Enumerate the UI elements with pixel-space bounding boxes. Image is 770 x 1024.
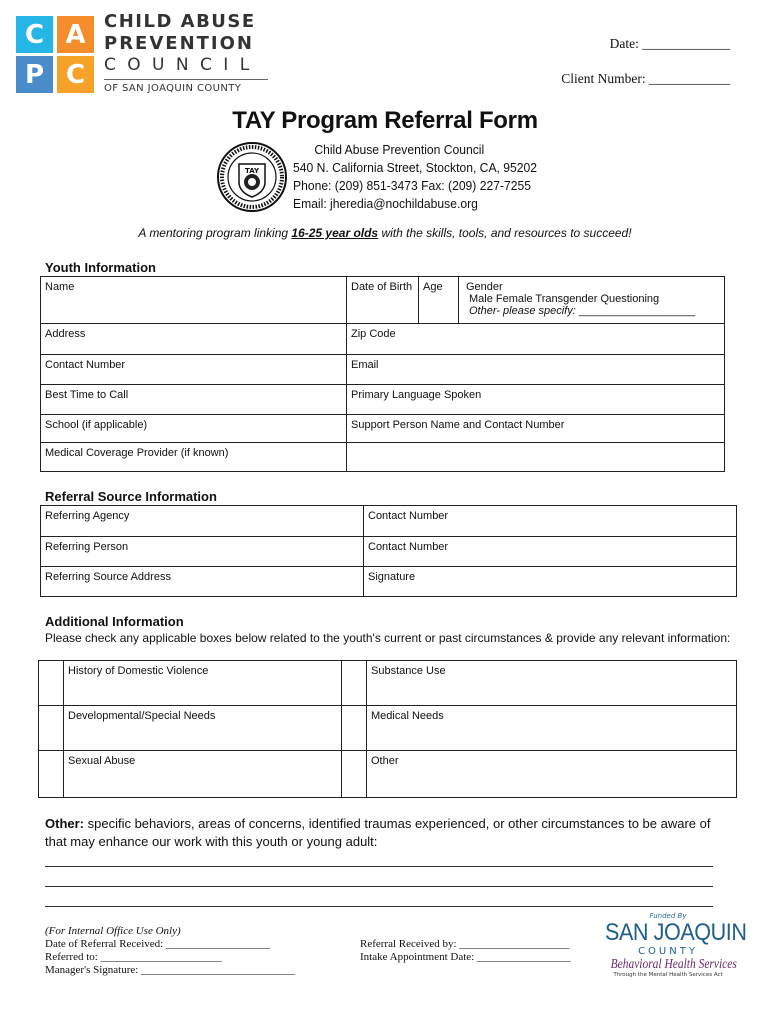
received-by-field[interactable]: Referral Received by: ____________________ bbox=[360, 938, 570, 950]
contact-number-field[interactable]: Contact Number bbox=[41, 355, 347, 385]
contact-block bbox=[293, 141, 545, 213]
manager-signature-field[interactable]: Manager's Signature: ____________________________ bbox=[45, 964, 296, 976]
other-text: specific behaviors, areas of concerns, identified traumas experienced, or other circumstances to be aware of that may enhance our work with this youth or young adult: bbox=[45, 816, 711, 849]
logo-letter-p: P bbox=[16, 56, 53, 93]
logo-line-3: C O U N C I L bbox=[104, 55, 253, 75]
language-field[interactable]: Primary Language Spoken bbox=[347, 385, 725, 415]
logo-rule bbox=[104, 79, 268, 80]
item-domestic-violence: History of Domestic Violence bbox=[64, 661, 342, 706]
street-address: 540 N. California Street, Stockton, CA, 95202 bbox=[293, 161, 537, 175]
referral-heading: Referral Source Information bbox=[45, 489, 217, 504]
office-heading: (For Internal Office Use Only) bbox=[45, 925, 181, 937]
logo-line-1: CHILD ABUSE bbox=[104, 11, 256, 32]
item-medical-needs: Medical Needs bbox=[367, 706, 737, 751]
signature-field[interactable]: Signature bbox=[364, 567, 737, 597]
agency-contact-field[interactable]: Contact Number bbox=[364, 506, 737, 537]
logo-line-4: OF SAN JOAQUIN COUNTY bbox=[104, 83, 242, 94]
other-paragraph bbox=[45, 815, 725, 851]
office-use-left bbox=[45, 925, 295, 977]
logo-line-2: PREVENTION bbox=[104, 33, 254, 54]
logo-letter-a: A bbox=[57, 16, 94, 53]
medical-coverage-field[interactable]: Medical Coverage Provider (if known) bbox=[41, 443, 347, 472]
item-other: Other bbox=[367, 751, 737, 798]
item-developmental-needs: Developmental/Special Needs bbox=[64, 706, 342, 751]
checkbox-sexual-abuse[interactable] bbox=[39, 751, 64, 798]
checkbox-developmental-needs[interactable] bbox=[39, 706, 64, 751]
youth-info-table bbox=[40, 276, 725, 472]
checkbox-domestic-violence[interactable] bbox=[39, 661, 64, 706]
logo-letter-c1: C bbox=[16, 16, 53, 53]
name-field[interactable]: Name bbox=[41, 277, 347, 324]
gender-options[interactable]: Male Female Transgender Questioning bbox=[469, 293, 660, 305]
client-number-field[interactable]: Client Number: ____________ bbox=[561, 71, 730, 86]
item-substance-use: Substance Use bbox=[367, 661, 737, 706]
support-person-field[interactable]: Support Person Name and Contact Number bbox=[347, 415, 725, 443]
county-word: COUNTY bbox=[638, 946, 698, 957]
dept-name: Behavioral Health Services bbox=[610, 957, 737, 972]
referring-person-field[interactable]: Referring Person bbox=[41, 537, 364, 567]
youth-info-heading: Youth Information bbox=[45, 260, 156, 275]
best-time-field[interactable]: Best Time to Call bbox=[41, 385, 347, 415]
additional-heading: Additional Information bbox=[45, 614, 184, 629]
dob-field[interactable]: Date of Birth bbox=[347, 277, 419, 324]
checkbox-other[interactable] bbox=[342, 751, 367, 798]
referring-address-field[interactable]: Referring Source Address bbox=[41, 567, 364, 597]
phone-fax: Phone: (209) 851-3473 Fax: (209) 227-7255 bbox=[293, 179, 531, 193]
referring-agency-field[interactable]: Referring Agency bbox=[41, 506, 364, 537]
county-name: SAN JOAQUIN bbox=[605, 919, 747, 946]
san-joaquin-logo bbox=[598, 912, 747, 978]
gender-label: Gender bbox=[466, 281, 503, 293]
zip-field[interactable]: Zip Code bbox=[347, 324, 725, 355]
other-line-2[interactable] bbox=[45, 886, 713, 887]
school-field[interactable]: School (if applicable) bbox=[41, 415, 347, 443]
additional-instruction: Please check any applicable boxes below related to the youth's current or past circumstances & provide any relevant information: bbox=[45, 631, 731, 645]
email-address[interactable]: Email: jheredia@nochildabuse.org bbox=[293, 197, 478, 211]
email-field[interactable]: Email bbox=[347, 355, 725, 385]
other-label: Other: bbox=[45, 816, 84, 831]
item-sexual-abuse: Sexual Abuse bbox=[64, 751, 342, 798]
tagline-before: A mentoring program linking bbox=[138, 226, 292, 240]
other-line-3[interactable] bbox=[45, 906, 713, 907]
funded-by-label: Funded By bbox=[649, 912, 687, 920]
intake-date-field[interactable]: Intake Appointment Date: _________________ bbox=[360, 951, 571, 963]
logo-letter-c2: C bbox=[57, 56, 94, 93]
referral-table bbox=[40, 505, 737, 597]
address-field[interactable]: Address bbox=[41, 324, 347, 355]
medical-coverage-blank[interactable] bbox=[347, 443, 725, 472]
org-name: Child Abuse Prevention Council bbox=[314, 143, 485, 157]
tagline bbox=[0, 226, 770, 240]
tay-seal bbox=[217, 142, 287, 212]
form-title: TAY Program Referral Form bbox=[232, 107, 538, 134]
date-received-field[interactable]: Date of Referral Received: ___________________ bbox=[45, 938, 271, 950]
tagline-age-range: 16-25 year olds bbox=[291, 226, 379, 240]
gender-other[interactable]: Other- please specify: ___________________ bbox=[469, 305, 696, 317]
person-contact-field[interactable]: Contact Number bbox=[364, 537, 737, 567]
circumstances-table bbox=[38, 660, 737, 798]
date-field[interactable]: Date: _____________ bbox=[609, 36, 730, 51]
other-line-1[interactable] bbox=[45, 866, 713, 867]
checkbox-substance-use[interactable] bbox=[342, 661, 367, 706]
age-field[interactable]: Age bbox=[419, 277, 459, 324]
checkbox-medical-needs[interactable] bbox=[342, 706, 367, 751]
referred-to-field[interactable]: Referred to: ______________________ bbox=[45, 951, 222, 963]
tagline-after: with the skills, tools, and resources to succeed! bbox=[378, 226, 632, 240]
gender-field[interactable] bbox=[459, 277, 725, 324]
act-text: Through the Mental Health Services Act bbox=[613, 972, 723, 978]
office-use-right bbox=[360, 938, 571, 964]
svg-text:TAY: TAY bbox=[244, 167, 260, 175]
